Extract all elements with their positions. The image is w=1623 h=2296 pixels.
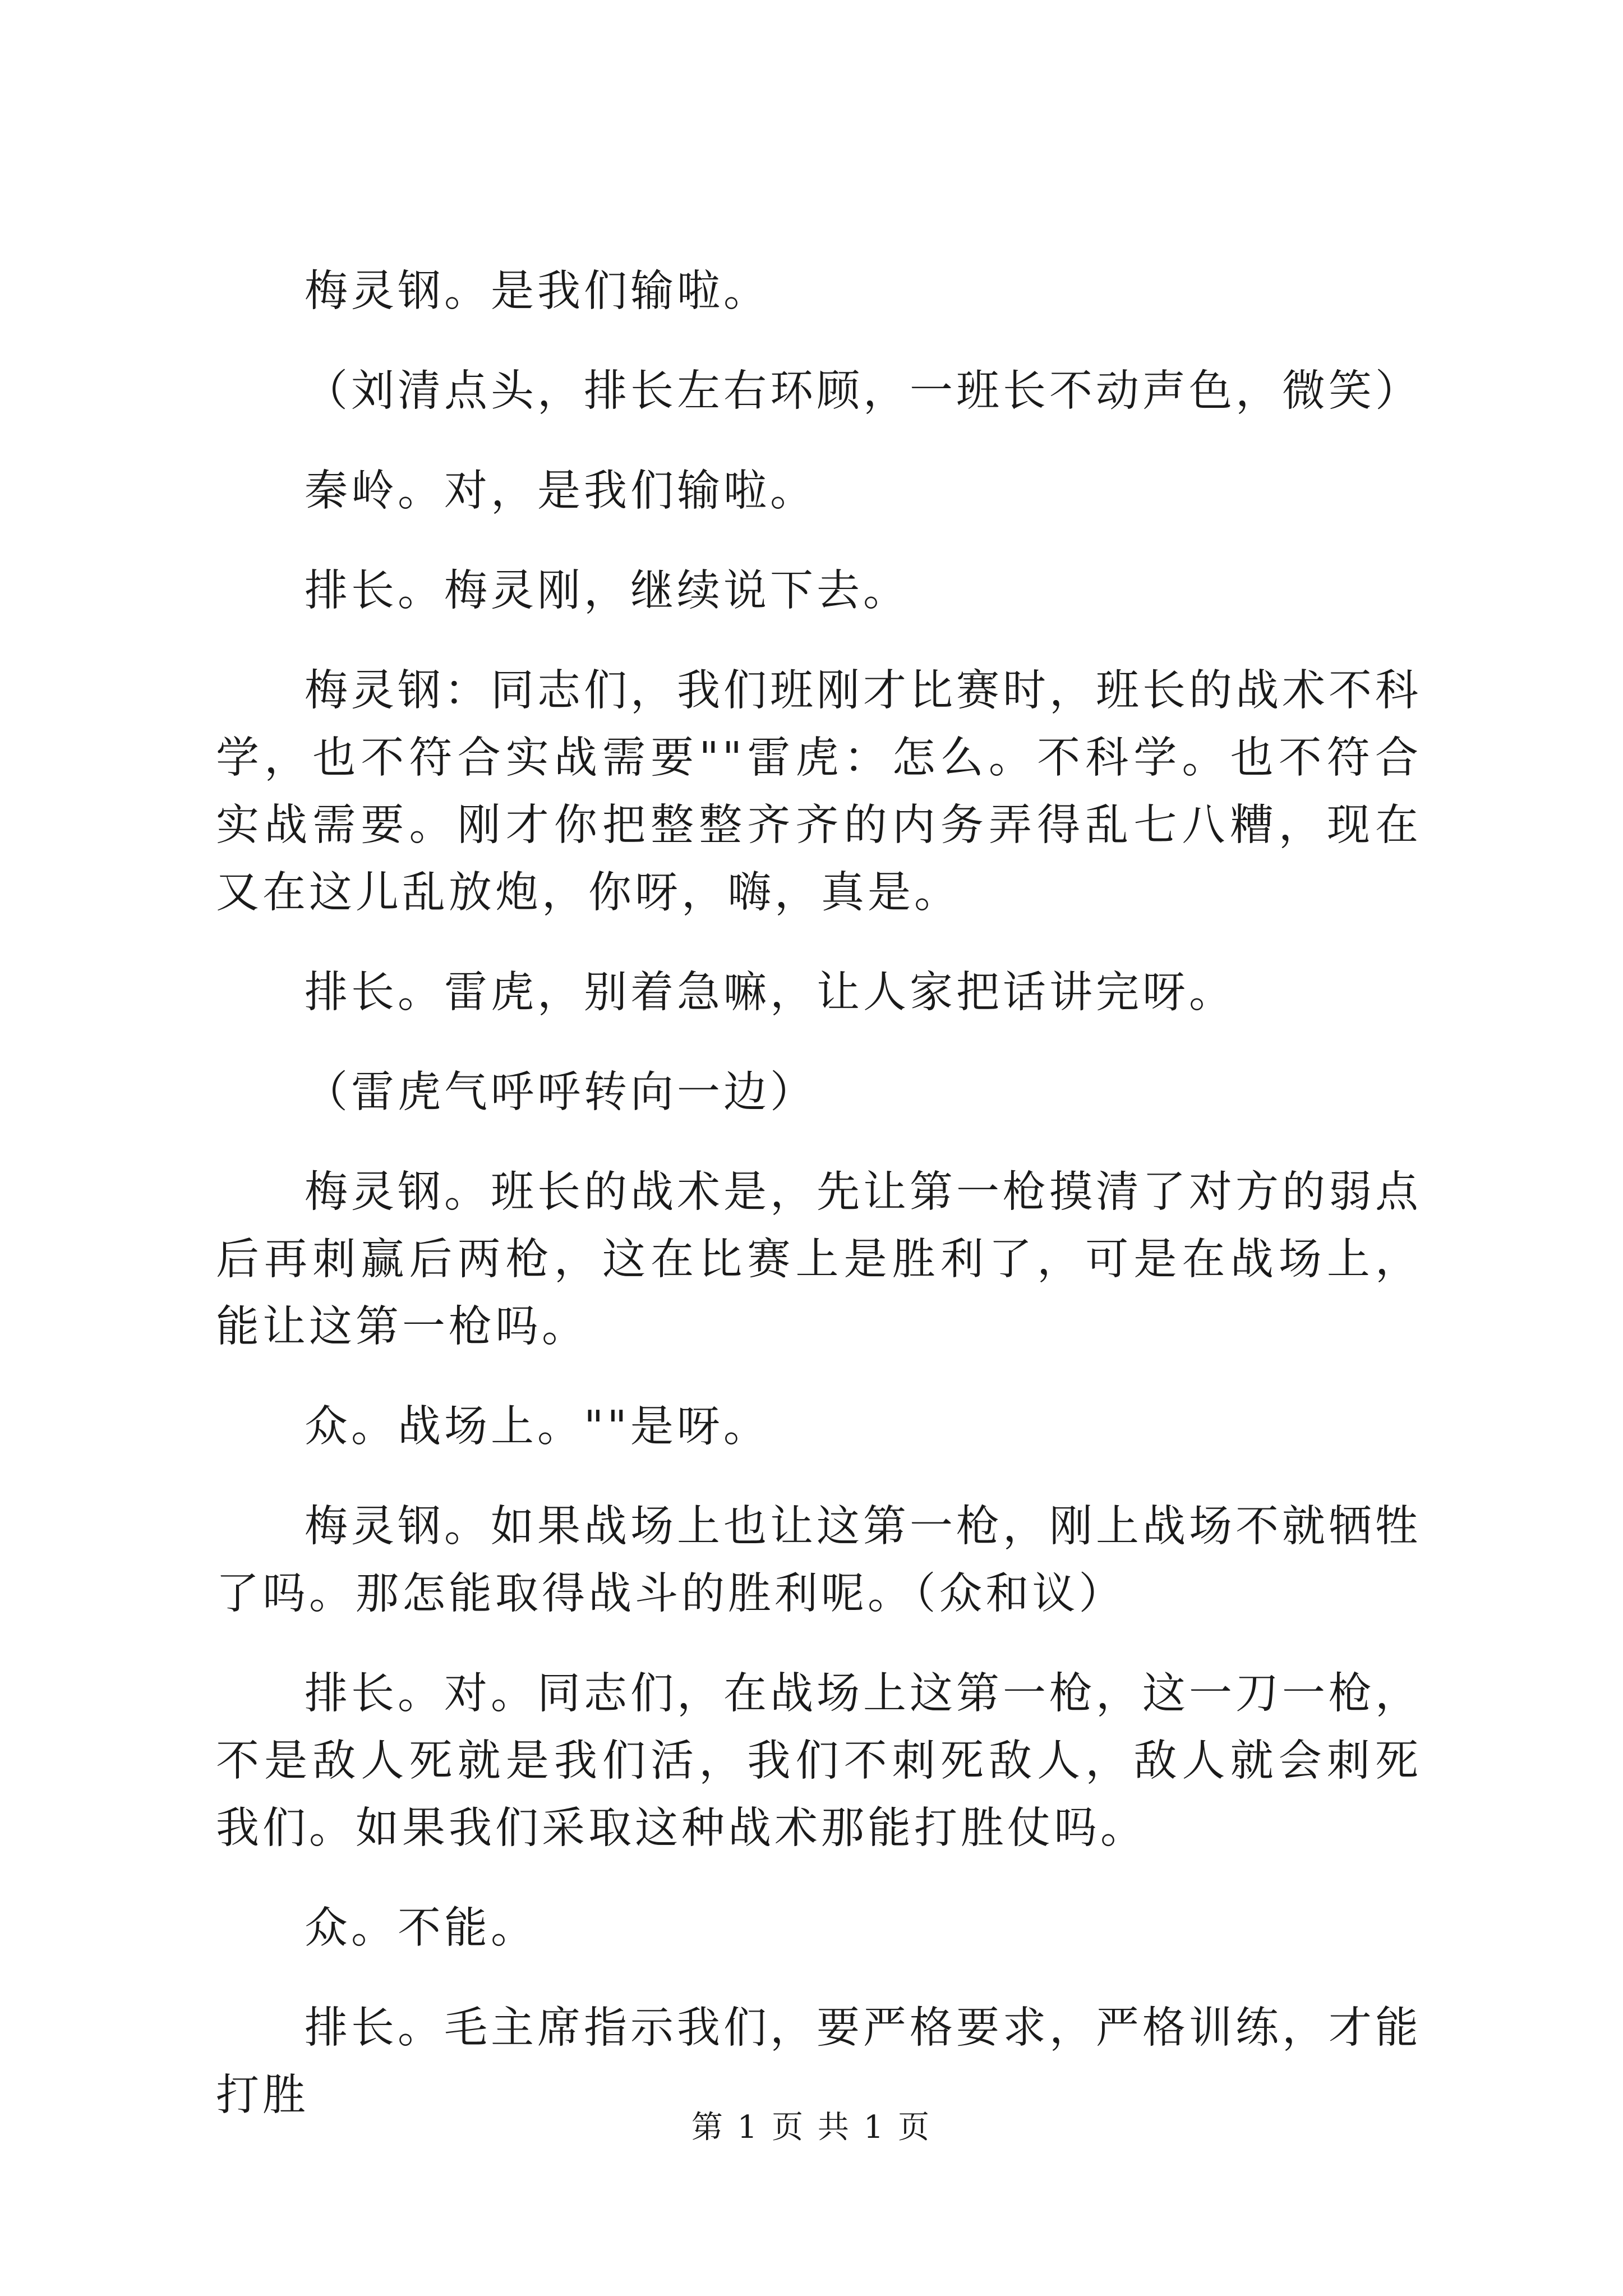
paragraph: （雷虎气呼呼转向一边） bbox=[305, 1068, 817, 1117]
paragraph: 众。战场上。""是呀。 bbox=[305, 1402, 770, 1452]
paragraph: 众。不能。 bbox=[305, 1903, 537, 1953]
paragraph: 梅灵钢：同志们，我们班刚才比赛时，班长的战术不科学，也不符合实战需要""雷虎：怎么。不科学。也不符合实战需要。刚才你把整整齐齐的内务弄得乱七八糟，现在又在这儿乱放炮，你呀，嗨，真是。 bbox=[216, 666, 1422, 918]
paragraph: 排长。梅灵刚，继续说下去。 bbox=[305, 566, 910, 616]
paragraph: 排长。毛主席指示我们，要严格要求，严格训练，才能打胜 bbox=[216, 2003, 1422, 2120]
paragraph: 排长。对。同志们，在战场上这第一枪，这一刀一枪，不是敌人死就是我们活，我们不刺死敌人，敌人就会刺死我们。如果我们采取这种战术那能打胜仗吗。 bbox=[216, 1669, 1422, 1853]
paragraph: 秦岭。对，是我们输啦。 bbox=[305, 466, 817, 516]
paragraph: 梅灵钢。如果战场上也让这第一枪，刚上战场不就牺牲了吗。那怎能取得战斗的胜利呢。（众和议） bbox=[216, 1502, 1422, 1619]
paragraph: 梅灵钢。是我们输啦。 bbox=[305, 266, 770, 316]
paragraph: 排长。雷虎，别着急嘛，让人家把话讲完呀。 bbox=[305, 968, 1235, 1018]
paragraph: （刘清点头，排长左右环顾，一班长不动声色，微笑） bbox=[305, 366, 1422, 416]
document-body bbox=[216, 258, 1422, 2162]
page-footer: 第 1 页 共 1 页 bbox=[691, 2109, 932, 2146]
paragraph: 梅灵钢。班长的战术是，先让第一枪摸清了对方的弱点后再刺赢后两枪，这在比赛上是胜利了，可是在战场上，能让这第一枪吗。 bbox=[216, 1167, 1422, 1352]
